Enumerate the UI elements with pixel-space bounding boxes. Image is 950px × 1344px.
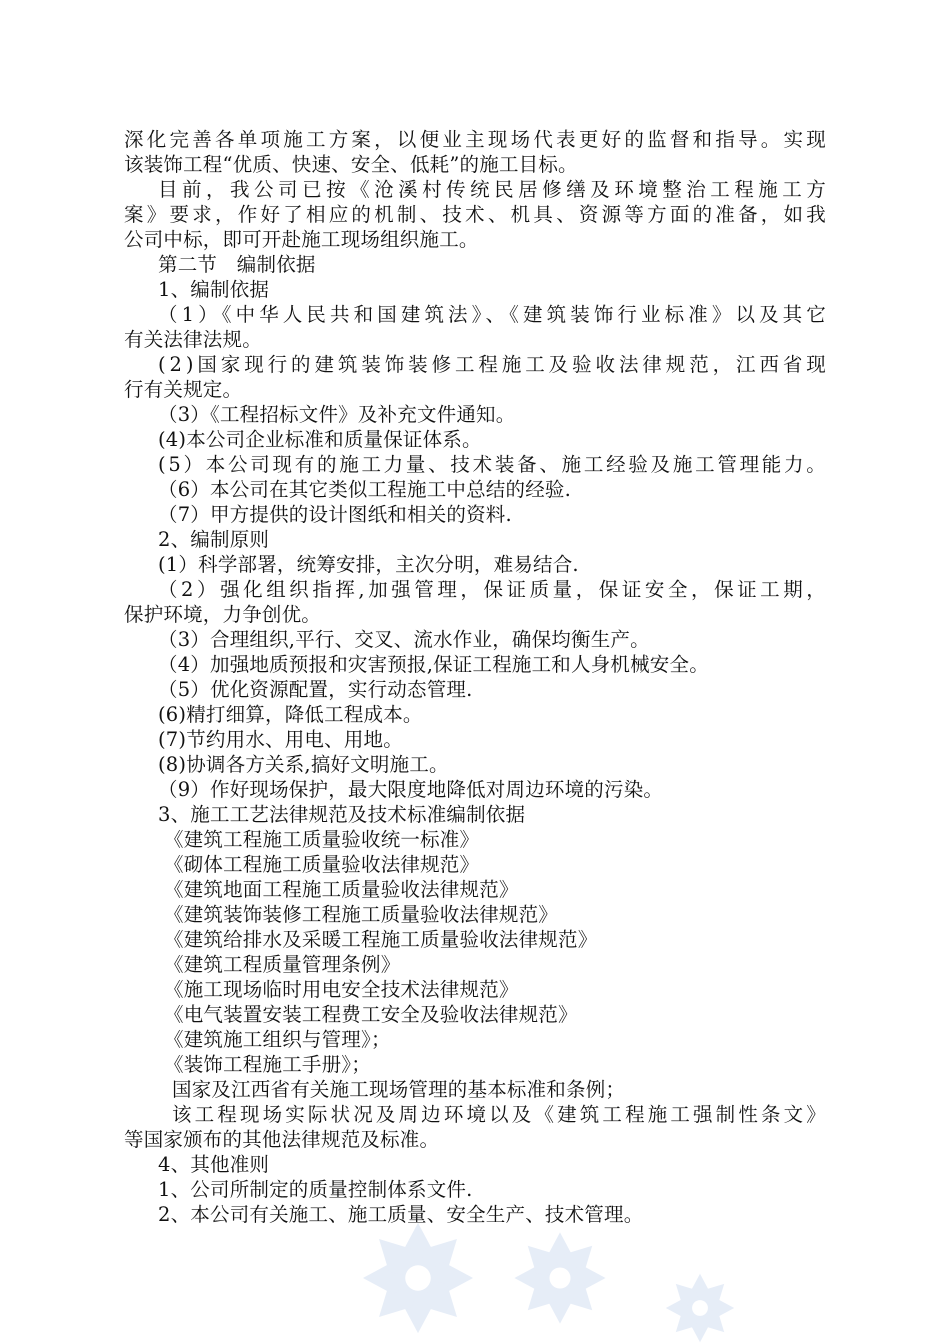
text-line: 2、编制原则 — [158, 528, 270, 551]
text-line: （3）《工程招标文件》及补充文件通知。 — [158, 403, 516, 426]
text-line: 公司中标，即可开赴施工现场组织施工。 — [124, 228, 479, 251]
snowflake-icon — [512, 1230, 608, 1326]
text-line: 等国家颁布的其他法律规范及标准。 — [124, 1128, 440, 1151]
text-line: 行有关规定。 — [124, 378, 243, 401]
snowflake-icon — [664, 1272, 736, 1344]
text-line: 目前，我公司已按《沧溪村传统民居修缮及环境整治工程施工方 — [158, 178, 831, 201]
text-line: （6）本公司在其它类似工程施工中总结的经验. — [158, 478, 572, 501]
text-line: 国家及江西省有关施工现场管理的基本标准和条例； — [172, 1078, 626, 1101]
text-line: （9）作好现场保护，最大限度地降低对周边环境的污染。 — [158, 778, 664, 801]
text-line: 有关法律法规。 — [124, 328, 262, 351]
text-line: 第二节 编制依据 — [158, 253, 316, 276]
text-line: 《建筑工程质量管理条例》 — [164, 953, 401, 976]
text-line: 《建筑施工组织与管理》； — [164, 1028, 391, 1051]
text-line: 该装饰工程“优质、快速、安全、低耗”的施工目标。 — [124, 153, 578, 176]
text-line: (1）科学部署，统筹安排，主次分明，难易结合. — [158, 553, 579, 576]
text-line: （1）《中华人民共和国建筑法》、《建筑装饰行业标准》以及其它 — [158, 303, 830, 326]
text-line: 《施工现场临时用电安全技术法律规范》 — [164, 978, 519, 1001]
text-line: 《砌体工程施工质量验收法律规范》 — [164, 853, 480, 876]
text-line: 《电气装置安装工程费工安全及验收法律规范》 — [164, 1003, 578, 1026]
text-line: （3）合理组织,平行、交叉、流水作业，确保均衡生产。 — [158, 628, 650, 651]
text-line: 深化完善各单项施工方案，以便业主现场代表更好的监督和指导。实现 — [124, 128, 830, 151]
text-line: 《装饰工程施工手册》； — [164, 1053, 371, 1076]
text-line: 保护环境，力争创优。 — [124, 603, 322, 626]
text-line: 《建筑工程施工质量验收统一标准》 — [164, 828, 480, 851]
text-line: 《建筑装饰装修工程施工质量验收法律规范》 — [164, 903, 559, 926]
text-line: 3、施工工艺法律规范及技术标准编制依据 — [158, 803, 526, 826]
text-line: 《建筑地面工程施工质量验收法律规范》 — [164, 878, 519, 901]
text-line: （5）优化资源配置，实行动态管理. — [158, 678, 473, 701]
text-line: (6)精打细算，降低工程成本。 — [158, 703, 423, 726]
text-line: (5）本公司现有的施工力量、技术装备、施工经验及施工管理能力。 — [158, 453, 829, 476]
text-line: （7）甲方提供的设计图纸和相关的资料. — [158, 503, 512, 526]
text-line: （4）加强地质预报和灾害预报,保证工程施工和人身机械安全。 — [158, 653, 709, 676]
text-line: 《建筑给排水及采暖工程施工质量验收法律规范》 — [164, 928, 598, 951]
text-line: (8)协调各方关系,搞好文明施工。 — [158, 753, 449, 776]
text-line: 2、本公司有关施工、施工质量、安全生产、技术管理。 — [158, 1203, 644, 1226]
text-line: （2）强化组织指挥,加强管理，保证质量，保证安全，保证工期， — [158, 578, 830, 601]
text-line: (7)节约用水、用电、用地。 — [158, 728, 403, 751]
text-line: (4)本公司企业标准和质量保证体系。 — [158, 428, 482, 451]
snowflake-icon — [360, 1220, 476, 1336]
text-line: 案》要求，作好了相应的机制、技术、机具、资源等方面的准备，如我 — [124, 203, 830, 226]
text-line: 1、公司所制定的质量控制体系文件. — [158, 1178, 473, 1201]
text-line: 1、编制依据 — [158, 278, 270, 301]
text-line: 4、其他准则 — [158, 1153, 270, 1176]
text-line: 该工程现场实际状况及周边环境以及《建筑工程施工强制性条文》 — [172, 1103, 829, 1126]
text-line: (2)国家现行的建筑装饰装修工程施工及验收法律规范，江西省现 — [158, 353, 830, 376]
